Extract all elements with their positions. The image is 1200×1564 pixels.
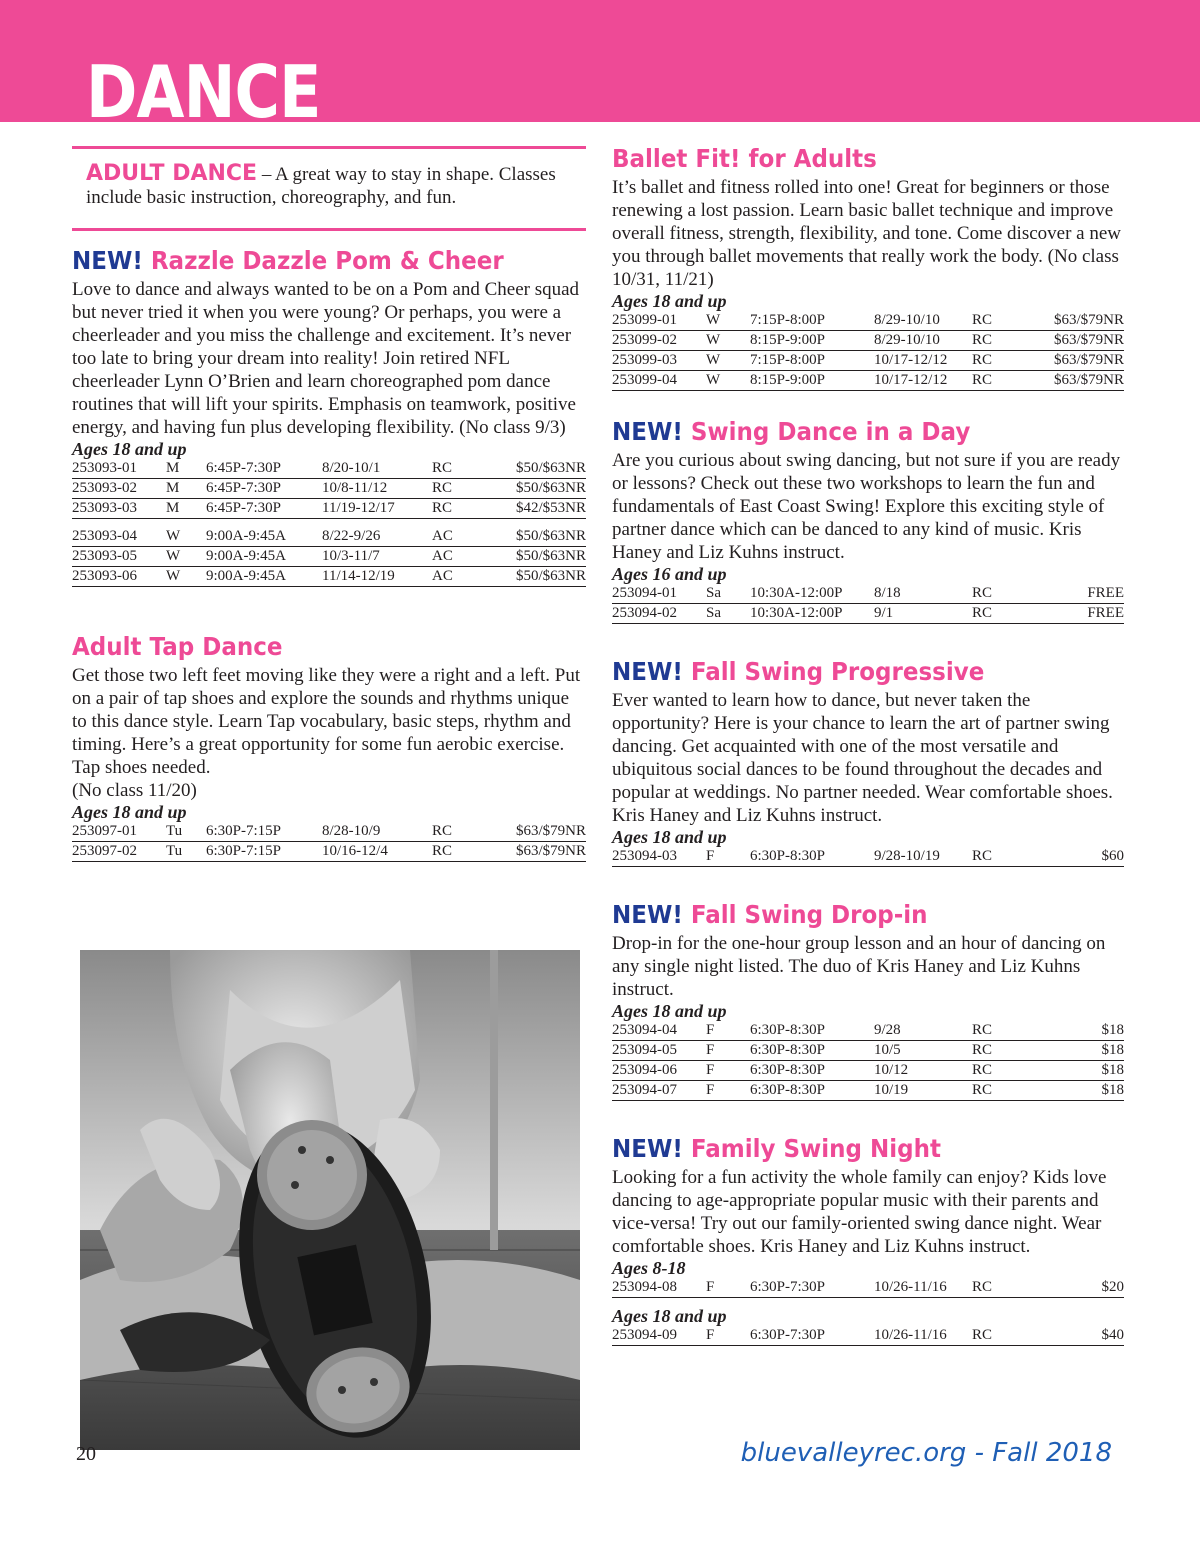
table-row: 253094-06 F 6:30P-8:30P 10/12 RC $18 xyxy=(612,1061,1124,1081)
section-title: Family Swing Night xyxy=(690,1134,941,1163)
table-row: 253099-04 W 8:15P-9:00P 10/17-12/12 RC $63/$79NR xyxy=(612,371,1124,391)
table-row: 253094-07 F 6:30P-8:30P 10/19 RC $18 xyxy=(612,1081,1124,1101)
intro-top-rule xyxy=(72,146,586,149)
section-title: Adult Tap Dance xyxy=(72,632,283,661)
ages-label: Ages 18 and up xyxy=(612,827,727,847)
schedule-table xyxy=(612,1021,1124,1101)
table-row: 253093-02 M 6:45P-7:30P 10/8-11/12 RC $50/$63NR xyxy=(72,479,586,499)
schedule-table xyxy=(72,822,586,862)
section-description: Ever wanted to learn how to dance, but never taken the opportunity? Here is your chance to learn the art of partner swing dancing. Get acquainted with one of the most versatile and ubiquitous social dances to be found throughout the decades and popular at weddings. No partner needed. Wear comfortable shoes. Kris Haney and Liz Kuhns instruct. xyxy=(612,690,1113,826)
new-badge: NEW! xyxy=(612,417,683,446)
section-heading xyxy=(612,900,1083,930)
table-row: 253093-04 W 9:00A-9:45A 8/22-9/26 AC $50/$63NR xyxy=(72,527,586,547)
schedule-table xyxy=(612,311,1124,391)
table-row: 253099-03 W 7:15P-8:00P 10/17-12/12 RC $63/$79NR xyxy=(612,351,1124,371)
section-heading xyxy=(612,657,1083,687)
table-row: 253093-06 W 9:00A-9:45A 11/14-12/19 AC $50/$63NR xyxy=(72,566,586,586)
new-badge: NEW! xyxy=(72,246,143,275)
section-heading xyxy=(72,246,545,276)
table-row: 253097-02 Tu 6:30P-7:15P 10/16-12/4 RC $63/$79NR xyxy=(72,842,586,862)
ages-label: Ages 8-18 xyxy=(612,1258,686,1278)
schedule-table xyxy=(612,1326,1124,1346)
section-description: Are you curious about swing dancing, but not sure if you are ready or lessons? Check out these two workshops to learn the fun and fundamentals of East Coast Swing! Explore this exciting style of partner dance which can be danced to any kind of music. Kris Haney and Liz Kuhns instruct. xyxy=(612,450,1121,563)
table-row: 253094-05 F 6:30P-8:30P 10/5 RC $18 xyxy=(612,1041,1124,1061)
section-heading xyxy=(612,1134,1083,1164)
table-row: 253094-03 F 6:30P-8:30P 9/28-10/19 RC $60 xyxy=(612,847,1124,867)
table-row: 253093-05 W 9:00A-9:45A 10/3-11/7 AC $50/$63NR xyxy=(72,546,586,566)
table-row: 253093-01 M 6:45P-7:30P 8/20-10/1 RC $50/$63NR xyxy=(72,459,586,479)
section-description: Looking for a fun activity the whole family can enjoy? Kids love dancing to age-appropriate popular music with their parents and vice-versa! Try out our family-oriented swing dance night. Wear comfortable shoes. Kris Haney and Liz Kuhns instruct. xyxy=(612,1167,1107,1257)
ages-label: Ages 18 and up xyxy=(72,802,187,822)
schedule-table xyxy=(612,584,1124,624)
schedule-table xyxy=(612,847,1124,867)
section-description: Love to dance and always wanted to be on a Pom and Cheer squad but never tried it when you were young? Or perhaps, you were a cheerleader and you miss the challenge and excitement. It’s never too late to bring your dream into reality! Join retired NFL cheerleader Lynn O’Brien and learn choreographed pom dance routines that will lift your spirits. Emphasis on teamwork, positive energy, and having fun plus developing flexibility. (No class 9/3) xyxy=(72,279,580,438)
table-row: 253099-01 W 7:15P-8:00P 8/29-10/10 RC $63/$79NR xyxy=(612,311,1124,331)
table-row: 253097-01 Tu 6:30P-7:15P 8/28-10/9 RC $63/$79NR xyxy=(72,822,586,842)
new-badge: NEW! xyxy=(612,657,683,686)
section-fall-swing-progressive xyxy=(612,657,1124,867)
section-swing-dance-day xyxy=(612,417,1124,624)
new-badge: NEW! xyxy=(612,900,683,929)
section-title: Razzle Dazzle Pom & Cheer xyxy=(150,246,504,275)
ages-label: Ages 16 and up xyxy=(612,564,727,584)
ages-label: Ages 18 and up xyxy=(612,1001,727,1021)
intro-body: – A great way to stay in shape. Classes include basic instruction, choreography, and fun. xyxy=(86,164,556,208)
section-description: Get those two left feet moving like they were a right and a left. Put on a pair of tap shoes and explore the sounds and rhythms unique to this dance style. Learn Tap vocabulary, basic steps, rhythm and timing. Here’s a great opportunity for some fun aerobic exercise. Tap shoes needed. xyxy=(72,665,581,778)
section-razzle-dazzle xyxy=(72,246,586,587)
section-family-swing-night xyxy=(612,1134,1124,1346)
intro-heading: ADULT DANCE xyxy=(86,161,258,186)
ages-label: Ages 18 and up xyxy=(612,291,727,311)
table-row: 253094-09 F 6:30P-7:30P 10/26-11/16 RC $40 xyxy=(612,1326,1124,1346)
table-row: 253094-04 F 6:30P-8:30P 9/28 RC $18 xyxy=(612,1021,1124,1041)
section-title: Swing Dance in a Day xyxy=(690,417,971,446)
new-badge: NEW! xyxy=(612,1134,683,1163)
section-title: Fall Swing Progressive xyxy=(690,657,985,686)
ages-label: Ages 18 and up xyxy=(612,1306,727,1326)
page-number: 20 xyxy=(76,1443,96,1465)
footer-website: bluevalleyrec.org - Fall 2018 xyxy=(740,1438,1112,1468)
section-adult-tap xyxy=(72,632,586,862)
section-fall-swing-dropin xyxy=(612,900,1124,1101)
table-row: 253093-03 M 6:45P-7:30P 11/19-12/17 RC $42/$53NR xyxy=(72,499,586,519)
schedule-table xyxy=(612,1278,1124,1298)
tap-dancer-photo xyxy=(80,950,580,1450)
section-note: (No class 11/20) xyxy=(72,780,197,801)
intro-text xyxy=(86,162,586,209)
intro-bottom-rule xyxy=(72,228,586,231)
schedule-table xyxy=(72,459,586,587)
section-title: Fall Swing Drop-in xyxy=(690,900,928,929)
table-row: 253094-02 Sa 10:30A-12:00P 9/1 RC FREE xyxy=(612,604,1124,624)
table-row: 253094-08 F 6:30P-7:30P 10/26-11/16 RC $20 xyxy=(612,1278,1124,1298)
section-title: Ballet Fit! for Adults xyxy=(612,144,877,173)
table-row: 253094-01 Sa 10:30A-12:00P 8/18 RC FREE xyxy=(612,584,1124,604)
section-description: It’s ballet and fitness rolled into one! Great for beginners or those renewing a lost passion. Learn basic ballet technique and improve overall fitness, strength, flexibility, and tone. Come discover a new you through ballet movements that really work the body. (No class 10/31, 11/21) xyxy=(612,177,1122,290)
section-heading xyxy=(612,417,1083,447)
ages-label: Ages 18 and up xyxy=(72,439,187,459)
table-row: 253099-02 W 8:15P-9:00P 8/29-10/10 RC $63/$79NR xyxy=(612,331,1124,351)
section-ballet-fit xyxy=(612,144,1124,391)
page-title: DANCE xyxy=(86,50,321,134)
section-description: Drop-in for the one-hour group lesson and an hour of dancing on any single night listed. The duo of Kris Haney and Liz Kuhns instruct. xyxy=(612,933,1106,1000)
